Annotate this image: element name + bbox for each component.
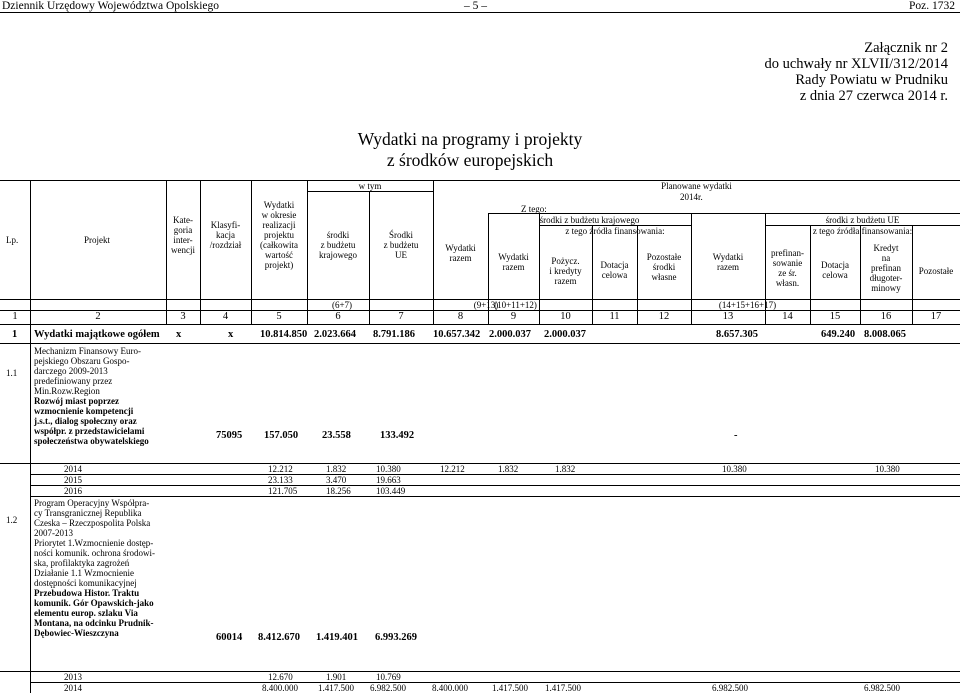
p2-2013-year: 2013 <box>64 672 82 682</box>
header-zrodla-1: z tego źródła finansowania: <box>565 226 665 236</box>
p2-lp: 1.2 <box>6 515 18 525</box>
p1-2015-c5: 23.133 <box>268 475 293 485</box>
p1-2015-c7: 19.663 <box>376 475 401 485</box>
grid-line <box>30 485 960 486</box>
header-kategoria: Kate- goria inter- wencji <box>171 215 195 255</box>
header-z-tego: Z tego: <box>521 204 547 214</box>
p1-klas: 75095 <box>216 430 243 441</box>
p1-2014-c12: 1.832 <box>555 464 576 474</box>
header-w-tym: w tym <box>358 181 382 191</box>
p1-2014-year: 2014 <box>64 464 82 474</box>
document-title <box>290 129 650 171</box>
col-number: 9 <box>510 311 517 322</box>
p2-2014-c8: 8.400.000 <box>432 683 468 693</box>
col-number: 13 <box>722 311 734 322</box>
header-srodki-ue-budzet: środki z budżetu UE <box>825 215 900 225</box>
header-wydatki-okres: Wydatki w okresie realizacji projektu (całkowita wartość projekt) <box>260 200 298 270</box>
grid-line <box>0 324 960 325</box>
p1-dash: - <box>734 430 738 441</box>
header-klasyfikacja: Klasyfi- kacja /rozdział <box>209 220 242 250</box>
p1-c7: 133.492 <box>380 430 415 441</box>
p2-c5: 8.412.670 <box>258 632 300 643</box>
page-number: – 5 – <box>464 0 487 12</box>
p2-2014-c13: 6.982.500 <box>712 683 748 693</box>
p2-2014-year: 2014 <box>64 683 82 693</box>
title-line: z środków europejskich <box>386 150 554 170</box>
header-srodki-ue: Środki z budżetu UE <box>383 230 419 260</box>
col-number: 6 <box>335 311 341 322</box>
total-c7: 8.791.186 <box>373 329 415 340</box>
header-prefinansowanie: prefinan- sowanie ze śr. własn. <box>771 248 804 288</box>
col-number: 11 <box>609 311 620 322</box>
col-number: 14 <box>782 311 793 322</box>
header-dotacja-1: Dotacja celowa <box>600 260 629 280</box>
header-srodki-krajowe: środki z budżetu krajowego <box>319 230 357 260</box>
header-rok: 2014r. <box>680 192 703 202</box>
annex-line: Rady Powiatu w Prudniku <box>795 72 948 88</box>
formula-1: (6+7) <box>331 300 353 310</box>
header-wydatki-razem: Wydatki razem <box>445 243 476 263</box>
p2-2014-c7: 6.982.500 <box>370 683 406 693</box>
p1-2016-year: 2016 <box>64 486 82 496</box>
annex-block <box>764 40 948 104</box>
col-number: 2 <box>95 311 101 322</box>
col-number: 4 <box>222 311 229 322</box>
p1-2015-c6: 3.470 <box>326 475 347 485</box>
p1-c6: 23.558 <box>322 430 351 441</box>
col-number: 7 <box>398 311 404 322</box>
formula-4: (14+15+16+17) <box>718 300 777 310</box>
p2-2013-c6: 1.901 <box>326 672 347 682</box>
col-number: 12 <box>658 311 670 322</box>
annex-line: z dnia 27 czerwca 2014 r. <box>799 88 948 104</box>
annex-line: do uchwały nr XLVII/312/2014 <box>764 56 948 72</box>
p1-2016-c5: 121.705 <box>268 486 298 496</box>
header-pozostale: Pozostałe <box>918 266 954 276</box>
grid-line <box>0 463 960 464</box>
formula-3: (10+11+12) <box>494 300 537 310</box>
grid-line <box>30 180 31 693</box>
header-pozostale-wlasne: Pozostałe środki własne <box>646 252 682 282</box>
total-lp: 1 <box>12 329 18 340</box>
p1-2014-c13: 10.380 <box>722 464 747 474</box>
formula-2: (9+13) <box>473 300 499 310</box>
p2-c6: 1.419.401 <box>316 632 358 643</box>
p1-desc: Mechanizm Finansowy Euro- pejskiego Obszaru Gospo- darczego 2009-2013 predefiniowany przez Min.Rozw.Region Rozwój miast poprzez wzmocnienie kompetencji j.s.t., dialog społeczny oraz współpr. z przedstawicielami społeczeństwa obywatelskiego <box>34 346 149 446</box>
p2-2014-c5: 8.400.000 <box>262 683 298 693</box>
grid-line <box>200 180 201 324</box>
p2-2014-c10: 1.417.500 <box>545 683 581 693</box>
total-c10: 2.000.037 <box>544 329 586 340</box>
header-wydatki-razem-3: Wydatki razem <box>712 252 744 272</box>
p1-2014-c6: 1.832 <box>326 464 347 474</box>
p2-2014-c9: 1.417.500 <box>492 683 528 693</box>
p2-2014-c17: 6.982.500 <box>864 683 900 693</box>
p2-klas: 60014 <box>216 632 243 643</box>
total-c9: 2.000.037 <box>489 329 531 340</box>
position-number: Poz. 1732 <box>909 0 955 12</box>
p1-lp: 1.1 <box>6 368 18 378</box>
total-c6: 2.023.664 <box>314 329 356 340</box>
p2-2014-c6: 1.417.500 <box>318 683 354 693</box>
grid-line <box>0 343 960 344</box>
header-zrodla-2: z tego źródła finansowania: <box>812 226 913 236</box>
header-srodki-krajowego: środki z budżetu krajowego <box>539 215 640 225</box>
expenditure-table <box>0 180 960 693</box>
col-number: 10 <box>560 311 571 322</box>
header-lp: Lp. <box>6 235 19 245</box>
col-number: 5 <box>276 311 282 322</box>
p1-c5: 157.050 <box>264 430 299 441</box>
title-line: Wydatki na programy i projekty <box>357 129 583 149</box>
p2-c7: 6.993.269 <box>375 632 417 643</box>
total-name: Wydatki majątkowe ogółem <box>34 329 160 340</box>
p1-2015-year: 2015 <box>64 475 82 485</box>
grid-line <box>0 671 960 672</box>
p1-2014-c7: 10.380 <box>376 464 401 474</box>
header-pozyczki: Pożycz. i kredyty razem <box>549 256 582 286</box>
annex-line: Załącznik nr 2 <box>864 40 948 56</box>
p2-2013-c5: 12.670 <box>268 672 293 682</box>
grid-line <box>488 213 960 214</box>
col-number: 8 <box>457 311 464 322</box>
total-c13: 8.657.305 <box>716 329 758 340</box>
col-number: 16 <box>880 311 892 322</box>
p1-2016-c6: 18.256 <box>326 486 351 496</box>
running-header <box>0 0 960 13</box>
total-c8: 10.657.342 <box>433 329 481 340</box>
total-klas: x <box>228 329 234 340</box>
header-projekt: Projekt <box>84 235 110 245</box>
col-number: 1 <box>12 311 18 322</box>
total-c16: 649.240 <box>821 329 856 340</box>
col-number: 17 <box>930 311 942 322</box>
header-wydatki-razem-2: Wydatki razem <box>498 252 529 272</box>
grid-line <box>30 474 960 475</box>
p1-2014-c17: 10.380 <box>875 464 900 474</box>
journal-title: Dziennik Urzędowy Województwa Opolskiego <box>2 0 219 12</box>
p1-2014-c9: 1.832 <box>498 464 519 474</box>
p1-2016-c7: 103.449 <box>376 486 406 496</box>
grid-line <box>0 310 960 311</box>
col-number: 3 <box>180 311 186 322</box>
p1-2014-c5: 12.212 <box>268 464 293 474</box>
p2-desc: Program Operacyjny Współpra- cy Transgranicznej Republika Czeska – Rzeczpospolita Polska 2007-2013 Priorytet 1.Wzmocnienie dostęp- ności komunik. ochrona środowi- ska, profilaktyka zagrożeń Działanie 1.1 Wzmocnienie dostępności komunikacyjnej Przebudowa Histor. Traktu komunik. Gór Opawskich-jako elementu europ. szlaku Via Montana, na odcinku Prudnik- Dębowiec-Wieszczyna <box>34 498 155 638</box>
col-number: 15 <box>829 311 841 322</box>
total-c5: 10.814.850 <box>260 329 308 340</box>
grid-line <box>307 191 433 192</box>
header-planowane: Planowane wydatki <box>661 181 732 191</box>
p1-2014-c8: 12.212 <box>440 464 465 474</box>
header-kredyt: Kredyt na prefinan długoter- minowy <box>869 243 903 293</box>
header-dotacja-2: Dotacja celowa <box>821 260 849 280</box>
p2-2013-c7: 10.769 <box>376 672 401 682</box>
total-kat: x <box>176 329 182 340</box>
grid-line <box>30 496 960 497</box>
total-c17: 8.008.065 <box>864 329 906 340</box>
